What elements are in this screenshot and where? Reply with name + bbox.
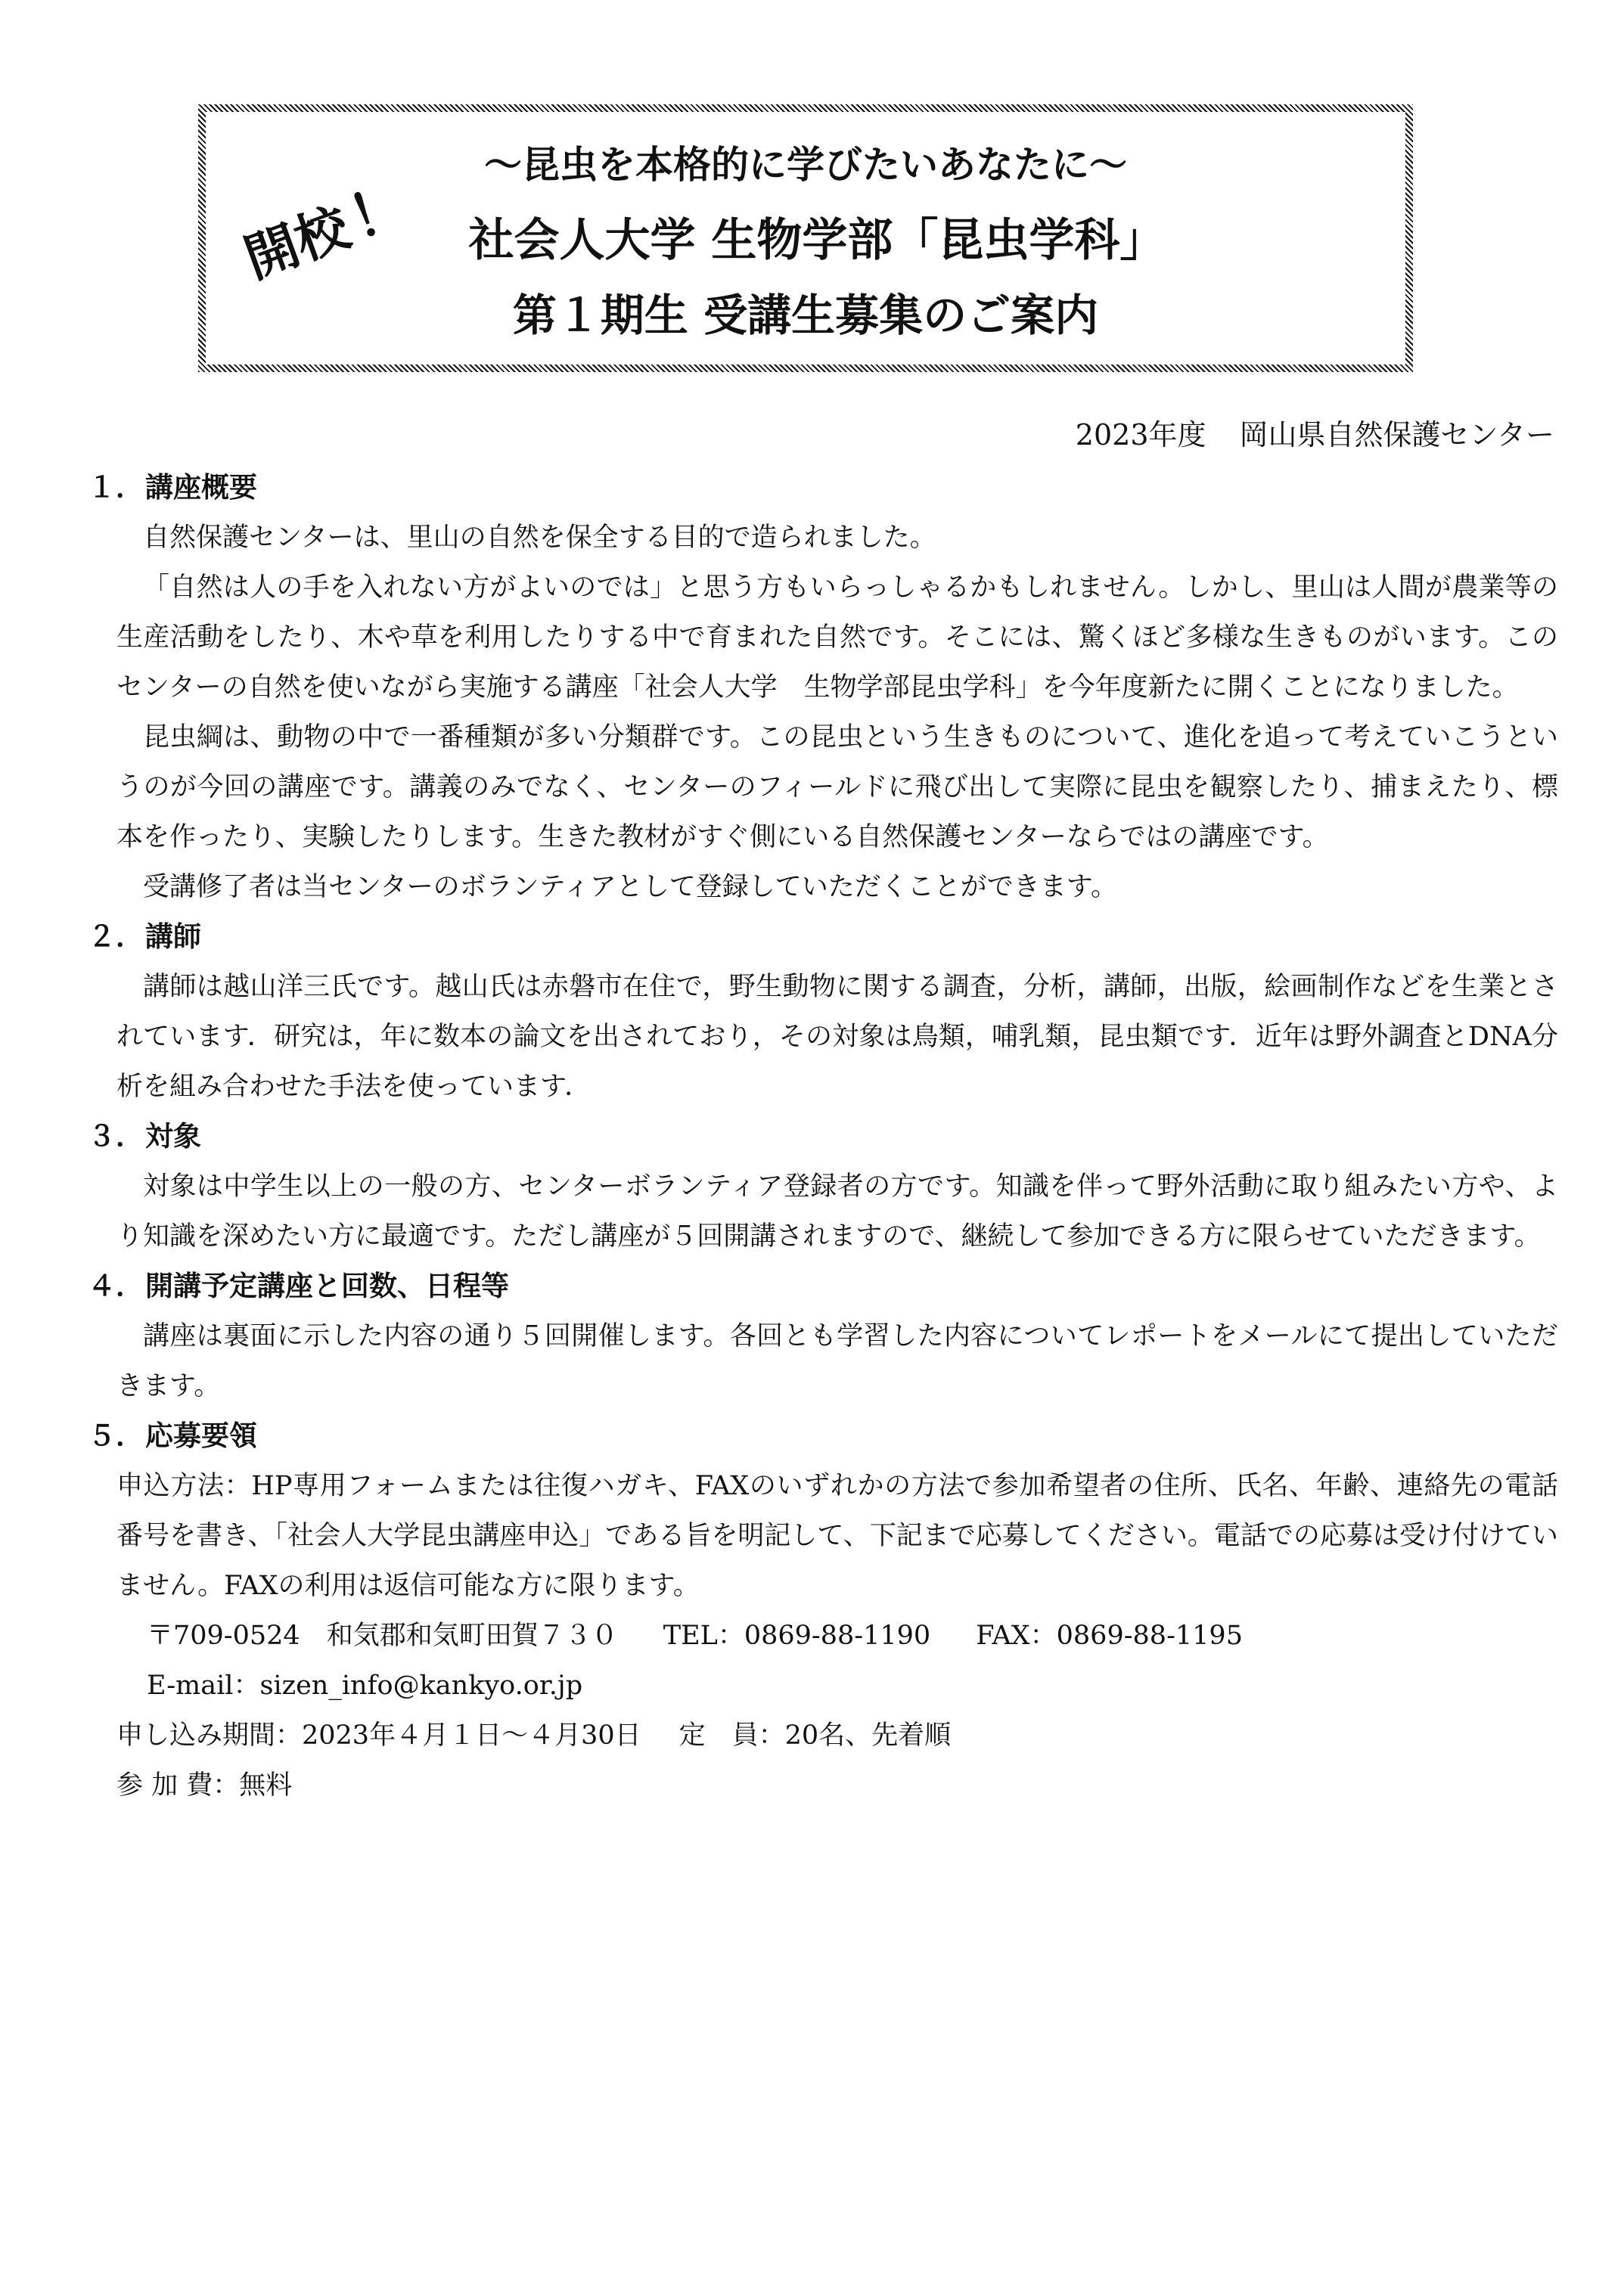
document-body (88, 463, 1558, 1810)
subtitle: ～昆虫を本格的に学びたいあなたに～ (484, 143, 1127, 187)
paragraph: 「自然は人の手を入れない方がよいのでは」と思う方もいらっしゃるかもしれません。しかし、里山は人間が農業等の生産活動をしたり、木や草を利用したりする中で育まれた自然です。そこには、驚くほど多様な生きものがいます。このセンターの自然を使いながら実施する講座「社会人大学 生物学部昆虫学科」を今年度新たに開くことになりました。 (116, 572, 1558, 703)
organization-line (1076, 411, 1554, 453)
section-number: ３． (88, 1120, 144, 1153)
section-title: 講座概要 (145, 471, 257, 504)
section-title: 応募要領 (145, 1419, 257, 1452)
period-line (116, 1711, 1558, 1761)
course-title: 社会人大学 生物学部「昆虫学科」 (468, 214, 1166, 267)
application-method: 申込方法：HP専用フォームまたは往復ハガキ、FAXのいずれかの方法で参加希望者の住所、氏名、年齢、連絡先の電話番号を書き、「社会人大学昆虫講座申込」である旨を明記して、下記まで応募してください。電話での応募は受け付けていません。FAXの利用は返信可能な方に限ります。 (116, 1471, 1558, 1601)
paragraph: 対象は中学生以上の一般の方、センターボランティア登録者の方です。知識を伴って野外活動に取り組みたい方や、より知識を深めたい方に最適です。ただし講座が５回開講されますので、継続して参加できる方に限らせていただきます。 (116, 1171, 1558, 1252)
fiscal-year: 2023年度 (1075, 418, 1206, 451)
section-heading (88, 1261, 1558, 1311)
section-title: 講師 (145, 920, 201, 953)
section-number: ２． (88, 920, 144, 953)
paragraph: 受講修了者は当センターのボランティアとして登録していただくことができます。 (143, 872, 1118, 902)
opening-badge-mark: ！ (340, 169, 418, 253)
section-overview (88, 463, 1558, 912)
paragraph: 講師は越山洋三氏です。越山氏は赤磐市在住で，野生動物に関する調査，分析，講師，出版，絵画制作などを生業とされています．研究は，年に数本の論文を出されており，その対象は鳥類，哺乳類，昆虫類です．近年は野外調査とDNA分析を組み合わせた手法を使っています． (116, 972, 1558, 1102)
section-number: ４． (88, 1270, 144, 1302)
paragraph: 講座は裏面に示した内容の通り５回開催します。各回とも学習した内容についてレポートをメールにて提出していただきます。 (116, 1321, 1558, 1401)
paragraph: 昆虫綱は、動物の中で一番種類が多い分類群です。この昆虫という生きものについて、進化を追って考えていこうというのが今回の講座です。講義のみでなく、センターのフィールドに飛び出して実際に昆虫を観察したり、捕まえたり、標本を作ったり、実験したりします。生きた教材がすぐ側にいる自然保護センターならではの講座です。 (116, 722, 1558, 852)
postal-address: 〒709-0524 和気郡和気町田賀７３０ (147, 1621, 618, 1651)
section-number: ５． (88, 1419, 144, 1452)
fee-line: 参 加 費：無料 (116, 1770, 293, 1801)
opening-badge-text: 開校 (236, 196, 358, 291)
section-title: 対象 (145, 1120, 201, 1153)
section-heading (88, 912, 1558, 962)
contact-line (116, 1611, 1558, 1661)
organization-name: 岡山県自然保護センター (1239, 418, 1554, 451)
section-heading (88, 1411, 1558, 1461)
section-title: 開講予定講座と回数、日程等 (145, 1270, 509, 1302)
fax-number: FAX：0869-88-1195 (976, 1621, 1243, 1651)
phone-number: TEL：0869-88-1190 (663, 1621, 931, 1651)
section-lecturer (88, 912, 1558, 1112)
section-schedule (88, 1261, 1558, 1411)
capacity: 定 員：20名、先着順 (678, 1720, 952, 1751)
application-period: 申し込み期間：2023年４月１日～４月30日 (116, 1720, 641, 1751)
recruitment-heading: 第１期生 受講生募集のご案内 (512, 290, 1099, 341)
section-target (88, 1112, 1558, 1261)
section-application (88, 1411, 1558, 1810)
section-heading (88, 463, 1558, 513)
section-heading (88, 1112, 1558, 1162)
email-line: E-mail：sizen_info@kankyo.or.jp (147, 1671, 583, 1701)
section-number: １． (88, 471, 144, 504)
title-box (198, 104, 1413, 372)
paragraph: 自然保護センターは、里山の自然を保全する目的で造られました。 (143, 523, 936, 553)
